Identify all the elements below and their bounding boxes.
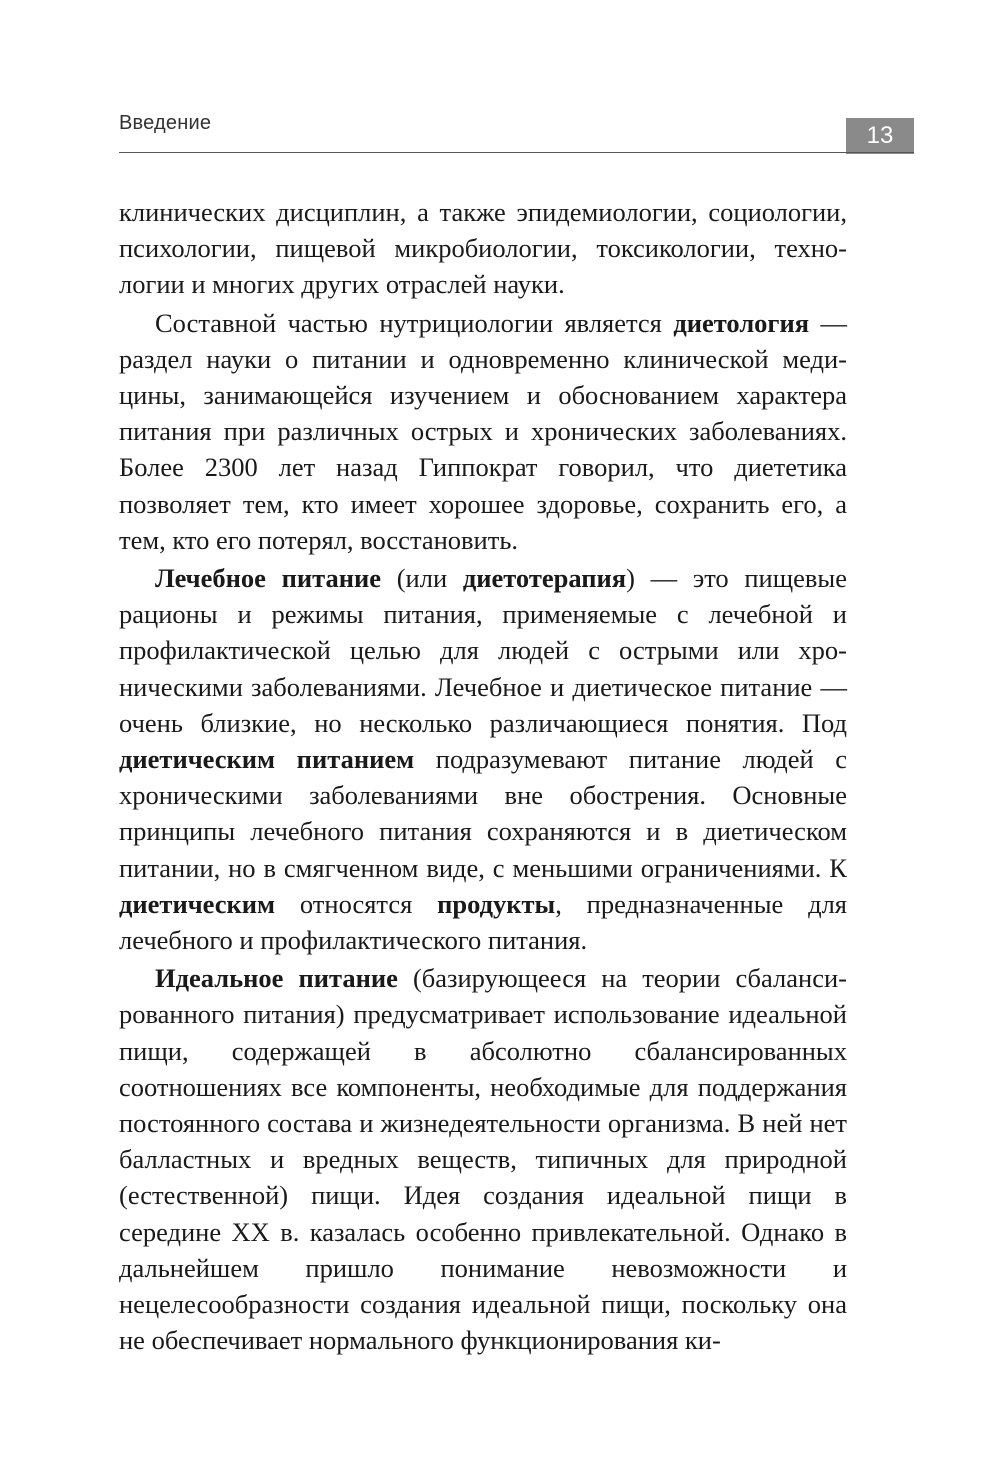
paragraph-continuation [119,194,847,303]
header-rule [119,152,914,153]
term-dietology: диетология [673,307,810,338]
term-ideal-nutrition: Идеальное питание [155,963,398,994]
text-run: — раздел науки о питании и одновременно клинической медицины, занимающейся изучением и обоснованием характера питания при различных острых и хронических заболеваниях. Более 2300 лет назад Гиппократ говорил, что диететика позволяет тем, кто имеет хорошее здоровье, сохранить его, а тем, кто его потерял, восстановить. [119,307,848,555]
page-number: 13 [846,118,914,154]
text-run: (базирующееся на теории сбалансированного питания) предусматривает использование идеальной пищи, содержащей в абсолютно сбалансированных соотношениях все компоненты, необходимые для поддержания постоянного состава и жизнедеятельности организма. В ней нет балластных и вредных веществ, типичных для природной (естественной) пищи. Идея создания идеальной пищи в середине XX в. казалась особенно привлекательной. Однако в дальнейшем пришло понимание невозможности и нецелесообразности создания идеальной пищи, поскольку она не обеспечивает нормального функционирования ки- [119,963,847,1356]
term-dietary: диетическим [119,888,276,919]
text-run: относятся [275,888,438,919]
text-run: ) — это пищевые рационы и режимы питания, применяемые с лечебной и профилактической целью для людей с острыми или хроническими заболеваниями. Лечебное и диетическое питание — очень близкие, но несколько различающиеся понятия. Под [119,563,847,738]
text-run: , предназначенные для лечебного и профилактического питания. [119,888,847,956]
text-run: (или [381,563,463,594]
text-run: клинических дисциплин, а также эпидемиологии, социологии, психологии, пищевой микробиологии, токсикологии, технологии и многих других отраслей науки. [119,197,847,300]
body-text [119,194,847,1359]
paragraph-therapeutic-nutrition [119,560,847,958]
text-run: Составной частью нутрициологии является [155,307,674,338]
term-therapeutic-nutrition: Лечебное питание [155,563,382,594]
running-head: Введение [119,112,212,134]
term-products: продукты [437,888,556,919]
paragraph-ideal-nutrition [119,960,847,1358]
term-diet-therapy: диетотерапия [462,563,627,594]
text-run: подразумевают питание людей с хроническими заболеваниями вне обострения. Основные принципы лечебного питания сохраняются и в диетическом питании, но в смягченном виде, с меньшими ограничениями. К [119,744,847,883]
term-dietary-nutrition: диетическим питанием [119,744,415,775]
paragraph-dietology [119,305,847,558]
